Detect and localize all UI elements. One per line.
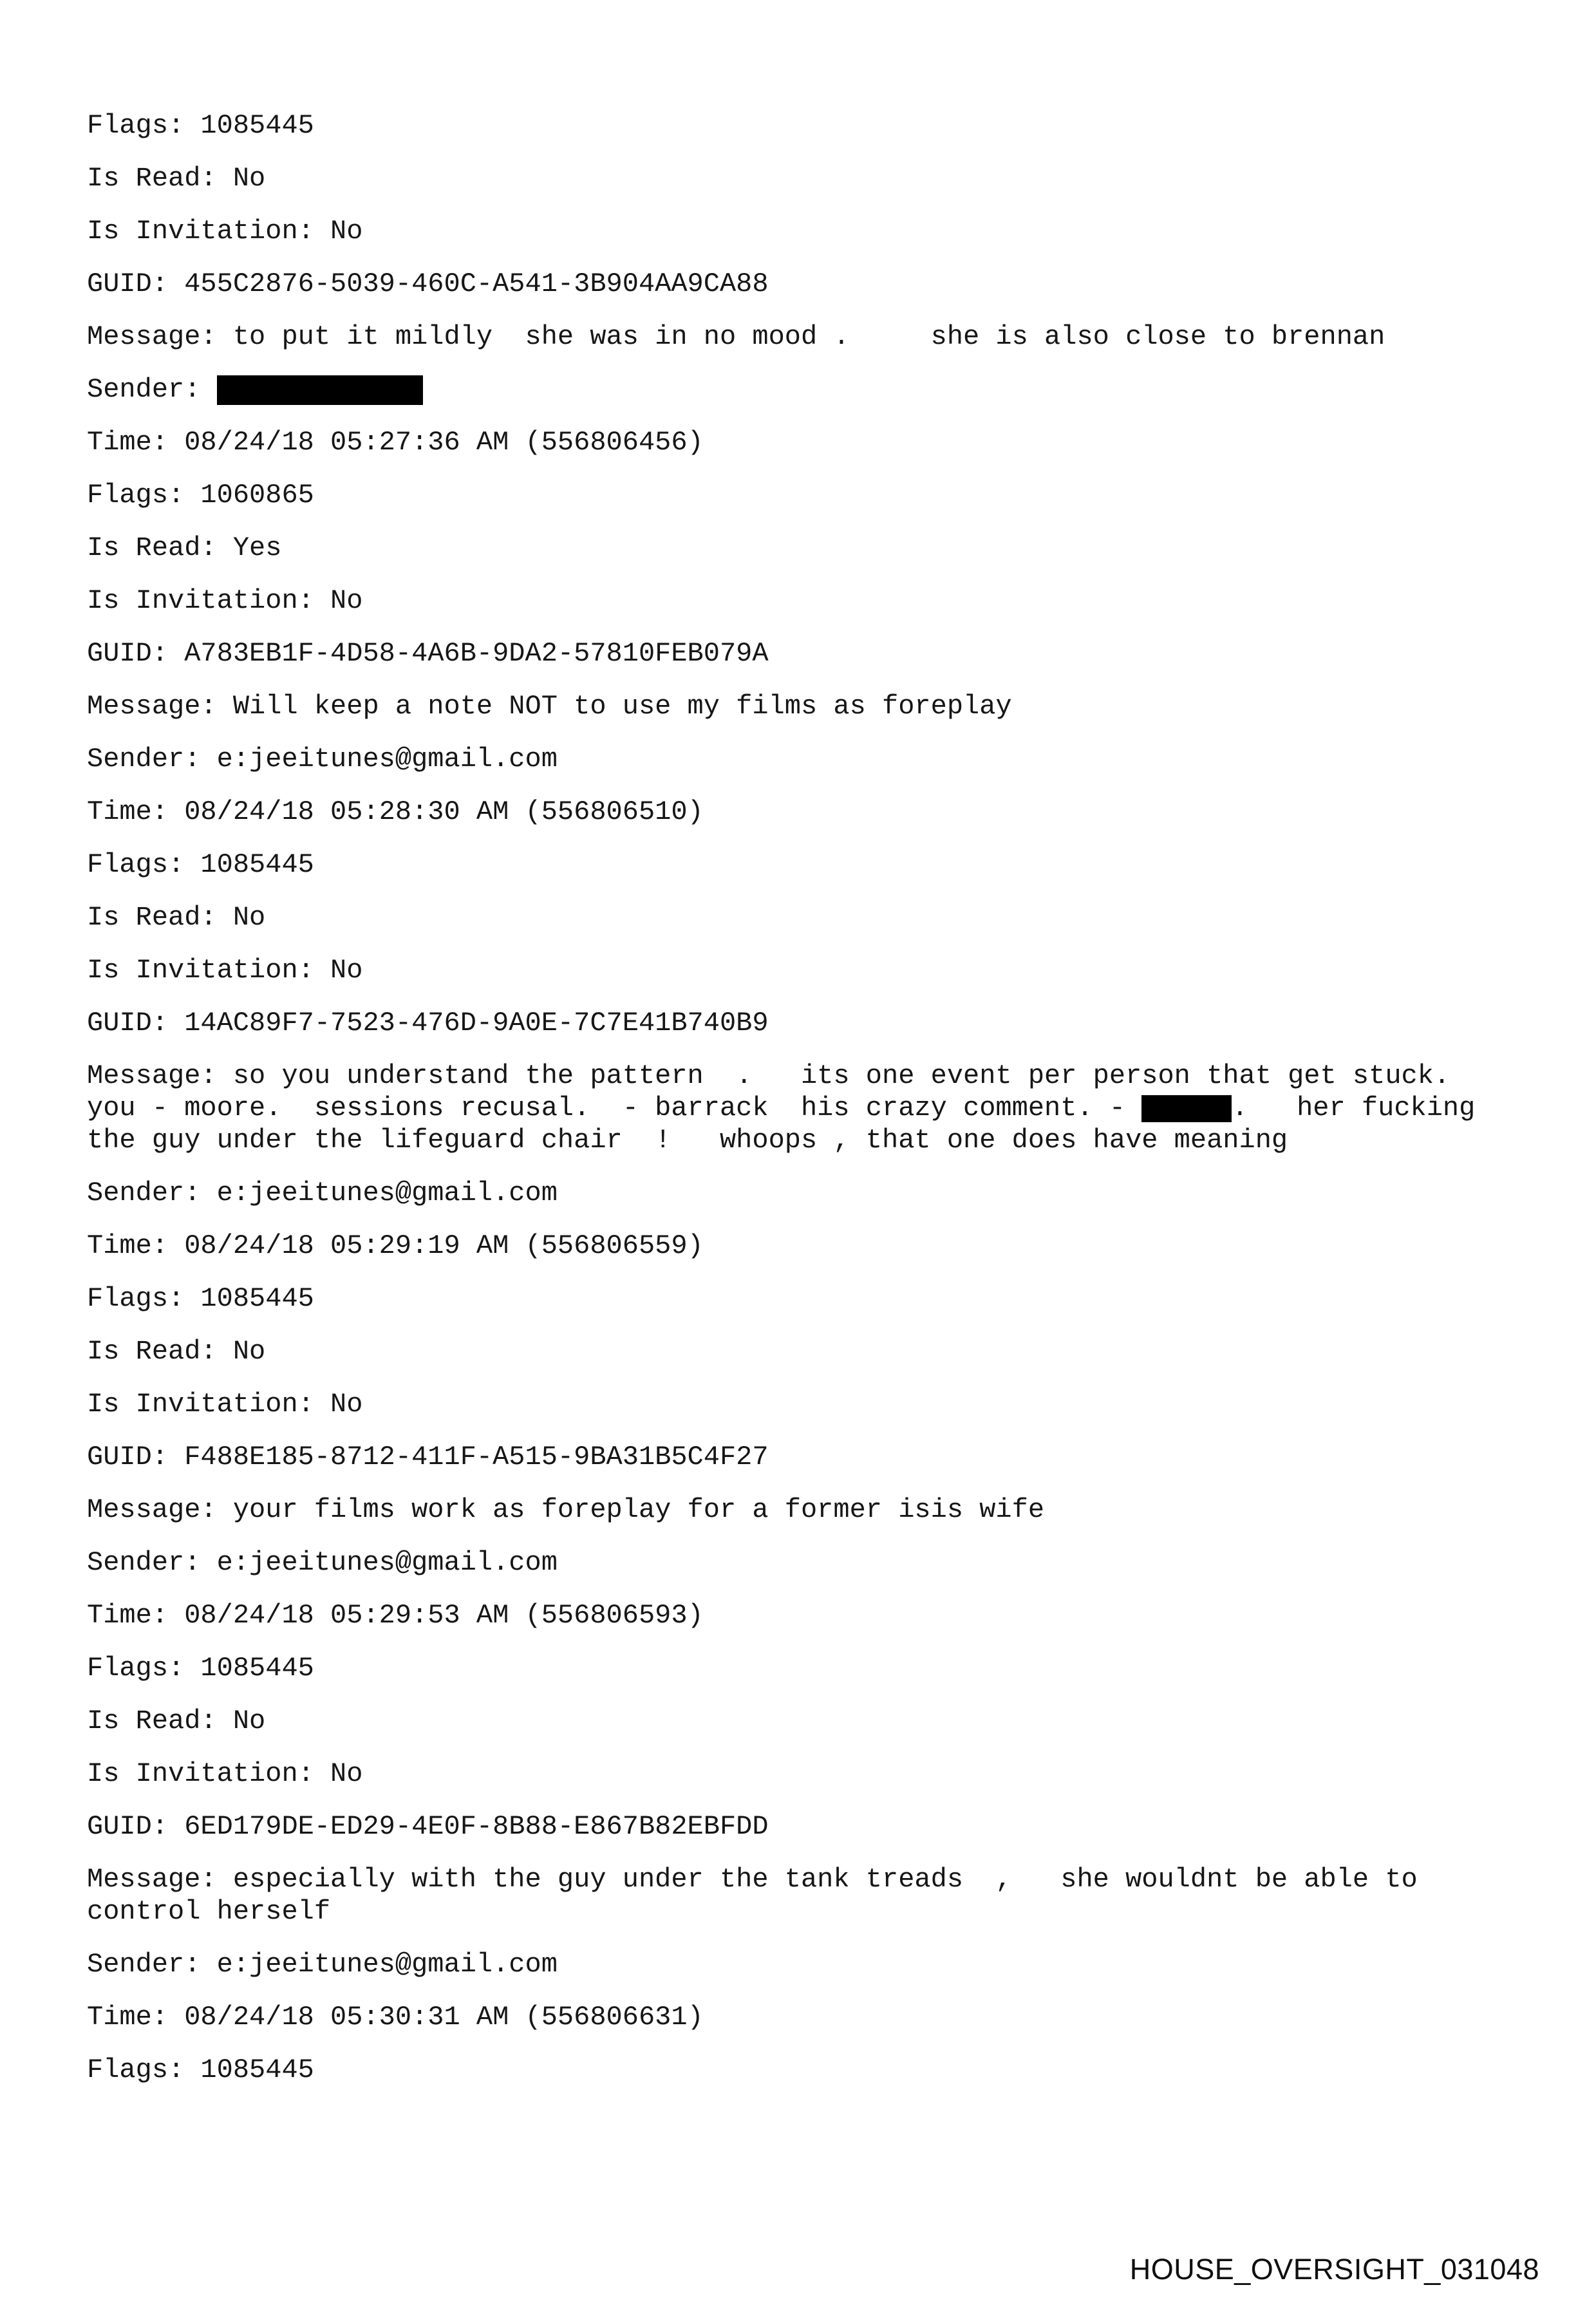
field-paragraph (87, 532, 1557, 564)
line-text: Message: so you understand the pattern . its one event per person that get stuck. (87, 1060, 1450, 1091)
message-record (87, 109, 1557, 353)
line-text: Flags: 1060865 (87, 480, 314, 511)
line-text: control herself (87, 1896, 331, 1927)
text-line (87, 743, 1557, 775)
field-paragraph (87, 1948, 1557, 1980)
field-paragraph (87, 1863, 1557, 1928)
text-line (87, 1007, 1557, 1039)
field-paragraph (87, 585, 1557, 617)
bates-number: HOUSE_OVERSIGHT_031048 (1129, 2253, 1539, 2286)
field-paragraph (87, 1599, 1557, 1631)
field-paragraph (87, 268, 1557, 300)
message-log (87, 109, 1557, 2107)
text-line (87, 1599, 1557, 1631)
field-paragraph (87, 743, 1557, 775)
line-text: Is Read: No (87, 1706, 266, 1736)
line-text: Is Invitation: No (87, 1389, 363, 1420)
line-text: Flags: 1085445 (87, 849, 314, 880)
message-record (87, 1546, 1557, 1928)
text-line (87, 849, 1557, 881)
line-text: GUID: 6ED179DE-ED29-4E0F-8B88-E867B82EBFDD (87, 1811, 769, 1842)
field-paragraph (87, 426, 1557, 458)
field-paragraph (87, 1441, 1557, 1473)
text-line (87, 901, 1557, 934)
text-line (87, 2054, 1557, 2086)
field-paragraph (87, 690, 1557, 722)
line-text: Time: 08/24/18 05:28:30 AM (556806510) (87, 796, 704, 827)
line-text: Flags: 1085445 (87, 110, 314, 141)
field-paragraph (87, 1335, 1557, 1368)
line-text: Is Invitation: No (87, 216, 363, 247)
field-paragraph (87, 849, 1557, 881)
text-line (87, 162, 1557, 194)
line-text: Is Read: No (87, 1336, 266, 1367)
line-text: you - moore. sessions recusal. - barrack his crazy comment. - (87, 1093, 1142, 1123)
text-line (87, 1283, 1557, 1315)
text-line (87, 215, 1557, 247)
line-text: Flags: 1085445 (87, 1283, 314, 1314)
line-text: GUID: 14AC89F7-7523-476D-9A0E-7C7E41B740B9 (87, 1008, 769, 1039)
text-line (87, 637, 1557, 670)
text-line (87, 2001, 1557, 2033)
message-record (87, 743, 1557, 1156)
line-text: . her fucking (1232, 1093, 1476, 1123)
line-text: Is Invitation: No (87, 1758, 363, 1789)
text-line (87, 1863, 1557, 1895)
text-line (87, 268, 1557, 300)
line-text: Time: 08/24/18 05:27:36 AM (556806456) (87, 427, 704, 458)
text-line (87, 1948, 1557, 1980)
field-paragraph (87, 637, 1557, 670)
line-text: Sender: e:jeeitunes@gmail.com (87, 744, 558, 775)
line-text: Time: 08/24/18 05:29:19 AM (556806559) (87, 1230, 704, 1261)
line-text: Message: Will keep a note NOT to use my films as foreplay (87, 691, 1012, 722)
field-paragraph (87, 1758, 1557, 1790)
text-line (87, 1124, 1557, 1156)
line-text: Message: especially with the guy under the tank treads , she wouldnt be able to (87, 1864, 1418, 1895)
line-text: GUID: F488E185-8712-411F-A515-9BA31B5C4F27 (87, 1442, 769, 1472)
field-paragraph (87, 1652, 1557, 1684)
message-record (87, 373, 1557, 722)
line-text: Flags: 1085445 (87, 1653, 314, 1684)
field-paragraph (87, 109, 1557, 142)
text-line (87, 1388, 1557, 1420)
line-text: Sender: e:jeeitunes@gmail.com (87, 1178, 558, 1208)
text-line (87, 690, 1557, 722)
field-paragraph (87, 373, 1557, 406)
field-paragraph (87, 796, 1557, 828)
line-text: Is Invitation: No (87, 585, 363, 616)
text-line (87, 1230, 1557, 1262)
text-line (87, 1441, 1557, 1473)
field-paragraph (87, 1230, 1557, 1262)
line-text: Message: to put it mildly she was in no mood . she is also close to brennan (87, 321, 1385, 352)
text-line (87, 1652, 1557, 1684)
line-text: GUID: A783EB1F-4D58-4A6B-9DA2-57810FEB079A (87, 638, 769, 669)
text-line (87, 1705, 1557, 1737)
line-text: Sender: (87, 374, 217, 405)
field-paragraph (87, 1388, 1557, 1420)
field-paragraph (87, 321, 1557, 353)
text-line (87, 585, 1557, 617)
message-record (87, 1177, 1557, 1526)
field-paragraph (87, 1283, 1557, 1315)
text-line (87, 1895, 1557, 1928)
text-line (87, 1060, 1557, 1092)
text-line (87, 321, 1557, 353)
field-paragraph (87, 1007, 1557, 1039)
field-paragraph (87, 1810, 1557, 1843)
line-text: Sender: e:jeeitunes@gmail.com (87, 1547, 558, 1578)
field-paragraph (87, 2001, 1557, 2033)
field-paragraph (87, 954, 1557, 986)
text-line (87, 1494, 1557, 1526)
text-line (87, 532, 1557, 564)
line-text: Is Read: Yes (87, 532, 282, 563)
text-line (87, 796, 1557, 828)
line-text: Time: 08/24/18 05:29:53 AM (556806593) (87, 1600, 704, 1631)
text-line (87, 109, 1557, 142)
line-text: Is Read: No (87, 163, 266, 194)
text-line (87, 479, 1557, 511)
field-paragraph (87, 901, 1557, 934)
line-text: Is Read: No (87, 902, 266, 933)
field-paragraph (87, 162, 1557, 194)
message-record (87, 1948, 1557, 2086)
line-text: Flags: 1085445 (87, 2054, 314, 2085)
field-paragraph (87, 1177, 1557, 1209)
text-line (87, 1810, 1557, 1843)
text-line (87, 1092, 1557, 1124)
field-paragraph (87, 1060, 1557, 1156)
text-line (87, 1758, 1557, 1790)
field-paragraph (87, 1546, 1557, 1579)
line-text: Message: your films work as foreplay for a former isis wife (87, 1494, 1045, 1525)
line-text: Sender: e:jeeitunes@gmail.com (87, 1949, 558, 1980)
field-paragraph (87, 1494, 1557, 1526)
line-text: Is Invitation: No (87, 955, 363, 986)
redaction-bar (1141, 1095, 1232, 1122)
line-text: GUID: 455C2876-5039-460C-A541-3B904AA9CA88 (87, 268, 769, 299)
redaction-bar (217, 375, 423, 405)
field-paragraph (87, 1705, 1557, 1737)
text-line (87, 954, 1557, 986)
text-line (87, 1177, 1557, 1209)
text-line (87, 1335, 1557, 1368)
field-paragraph (87, 479, 1557, 511)
text-line (87, 373, 1557, 406)
line-text: the guy under the lifeguard chair ! whoops , that one does have meaning (87, 1125, 1288, 1156)
field-paragraph (87, 2054, 1557, 2086)
field-paragraph (87, 215, 1557, 247)
line-text: Time: 08/24/18 05:30:31 AM (556806631) (87, 2002, 704, 2033)
text-line (87, 1546, 1557, 1579)
text-line (87, 426, 1557, 458)
